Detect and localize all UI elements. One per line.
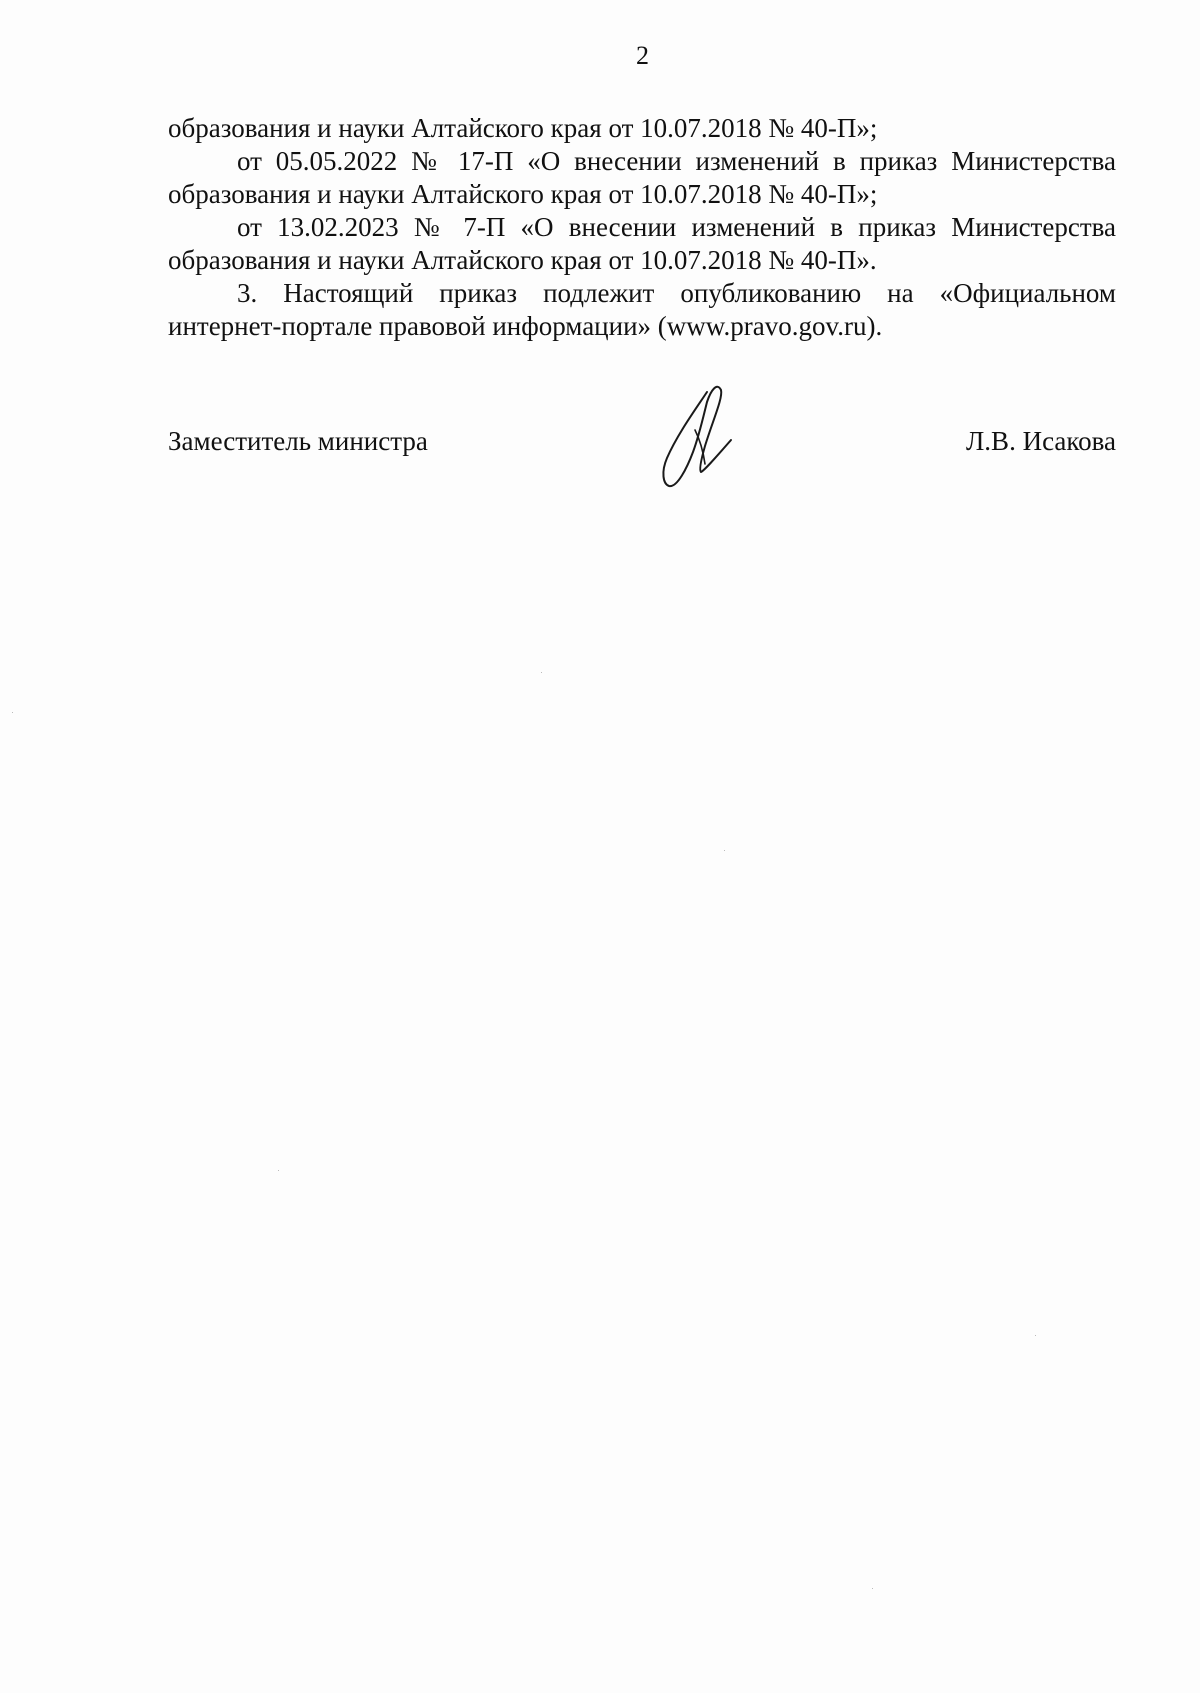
scan-speck — [724, 850, 725, 851]
paragraph-amendment-2023 — [168, 211, 1116, 277]
paragraph-amendment-2022 — [168, 145, 1116, 211]
scan-speck — [872, 1588, 873, 1589]
paragraph-continuation — [168, 112, 1116, 145]
text-line: образования и науки Алтайского края от 10.07.2018 № 40-П»; — [168, 179, 878, 209]
paragraph-publication — [168, 277, 1116, 343]
text-line: от 13.02.2023 № 7-П «О внесении изменений в приказ Министерства — [237, 212, 1116, 242]
text-line: от 05.05.2022 № 17-П «О внесении изменений в приказ Министерства — [237, 146, 1116, 176]
text-line: образования и науки Алтайского края от 10.07.2018 № 40-П». — [168, 245, 877, 275]
text-line: образования и науки Алтайского края от 10.07.2018 № 40-П»; — [168, 113, 878, 143]
document-body — [168, 112, 1116, 343]
text-line: 3. Настоящий приказ подлежит опубликованию на «Официальном — [237, 278, 1116, 308]
handwritten-signature-icon — [655, 380, 755, 500]
scan-speck — [278, 1170, 279, 1171]
signature-block — [168, 425, 1116, 465]
signatory-name: Л.В. Исакова — [966, 426, 1116, 456]
text-line: интернет-портале правовой информации» (www.pravo.gov.ru). — [168, 311, 883, 341]
scan-speck — [1035, 1335, 1036, 1336]
scan-speck — [541, 672, 542, 673]
signatory-position: Заместитель министра — [168, 426, 428, 456]
page-number: 2 — [636, 41, 649, 70]
scan-speck — [12, 712, 13, 713]
